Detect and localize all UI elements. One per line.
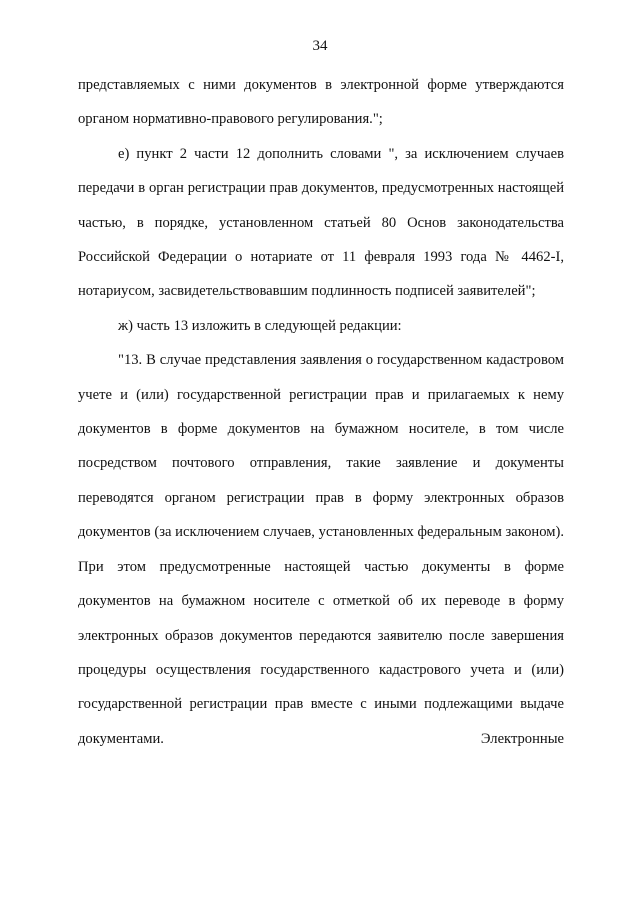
paragraph-item-zh: ж) часть 13 изложить в следующей редакции: (118, 317, 402, 334)
document-body (78, 68, 564, 756)
paragraph-item-e: е) пункт 2 части 12 дополнить словами ", за исключением случаев передачи в орган регистрации прав документов, предусмотренных настоящей частью, в порядке, установленном статьей 80 Основ законодательства Российской Федерации о нотариате от 11 февраля 1993 года № 4462-I, нотариусом, засвидетельствовавшим подлинность подписей заявителей"; (78, 145, 564, 300)
paragraph-part-13: "13. В случае представления заявления о государственном кадастровом учете и (или) государственной регистрации прав и прилагаемых к нему документов в форме документов на бумажном носителе, в том числе посредством почтового отправления, такие заявление и документы переводятся органом регистрации прав в форму электронных образов документов (за исключением случаев, установленных федеральным законом). При этом предусмотренные настоящей частью документы в форме документов на бумажном носителе с отметкой об их переводе в форму электронных образов документов передаются заявителю после завершения процедуры осуществления государственного кадастрового учета и (или) государственной регистрации прав вместе с иными подлежащими выдаче документами. Электронные (78, 352, 564, 747)
page-number: 34 (312, 38, 328, 54)
paragraph-continuation: представляемых с ними документов в электронной форме утверждаются органом нормативно-правового регулирования."; (78, 77, 564, 128)
